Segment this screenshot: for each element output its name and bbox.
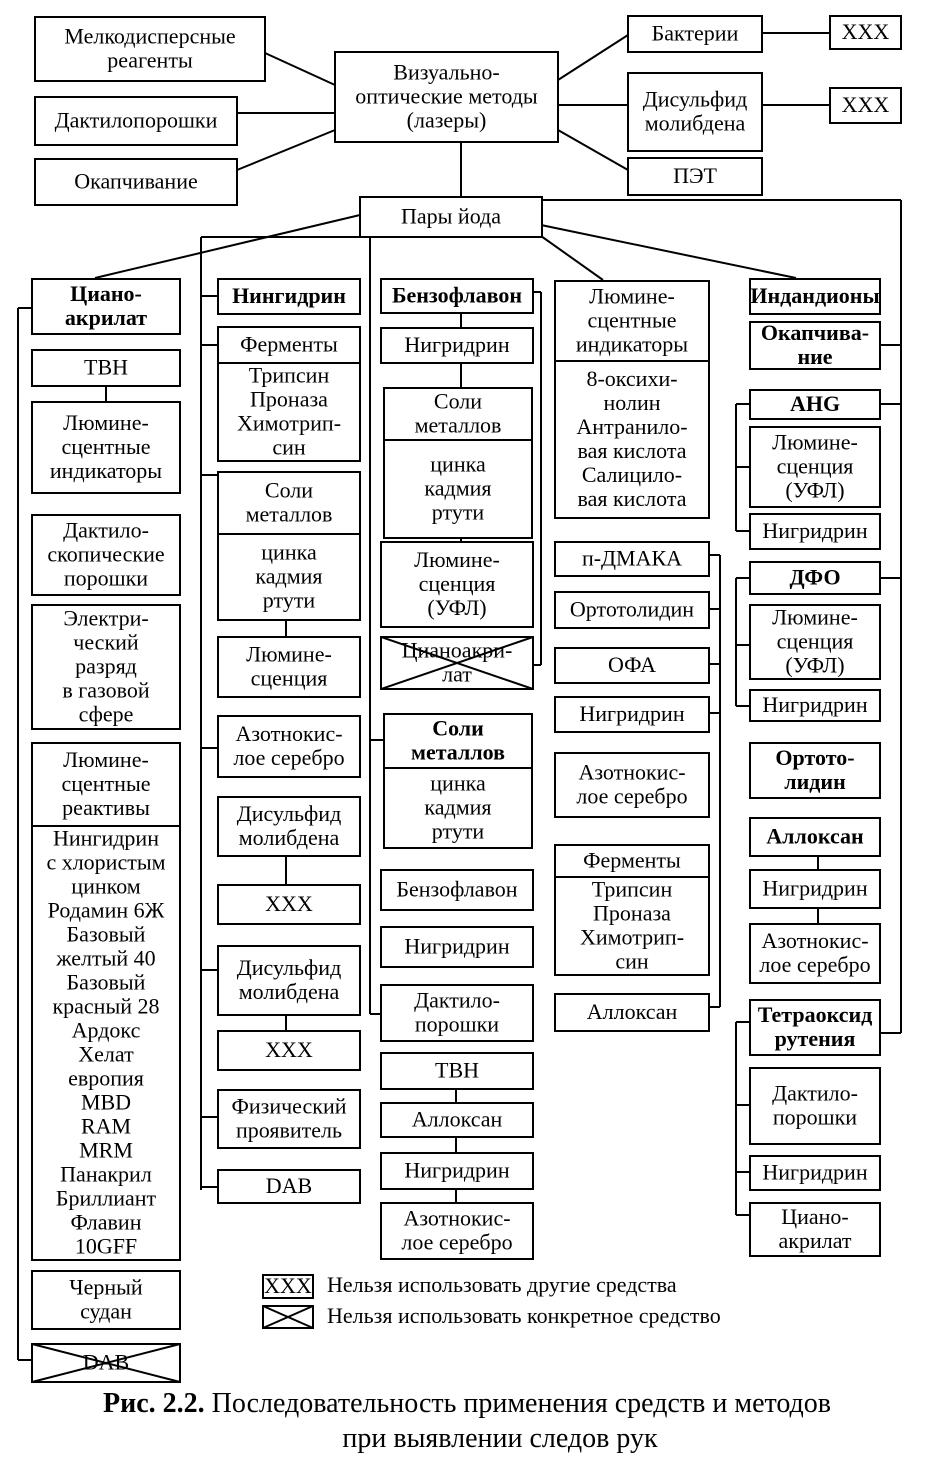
- col1-luminescent-reagents-box-item: 10GFF: [74, 1233, 138, 1259]
- col3-cyanoacrylate-crossed-box-label: Цианоакри-: [401, 637, 513, 663]
- col2-metal-salts-box-head: металлов: [245, 501, 333, 527]
- indandiones-head-box-label: Индандионы: [750, 283, 880, 309]
- iodine-vapor-box-label: Пары йода: [400, 203, 502, 229]
- col1-dactyloscopic-powders-box-label: Дактило-: [63, 517, 149, 543]
- col4-silver-nitrate-box: [555, 753, 709, 817]
- col4-pdmaka-box-label: п-ДМАКА: [581, 545, 683, 571]
- col4-luminescent-indicators-box-item: Салицило-: [581, 462, 683, 488]
- pet-box-label: ПЭТ: [673, 163, 717, 189]
- col2-silver-nitrate-box-label: лое серебро: [233, 745, 345, 771]
- col4-luminescent-indicators-box-head: Люмине-: [589, 283, 675, 309]
- xxx-box-2: [830, 88, 901, 123]
- col3-luminescence-uv-box-label: (УФЛ): [427, 595, 487, 621]
- col5-ruth-cyanoacrylate-box: [750, 1203, 880, 1256]
- xxx-box-1-label: ХХХ: [841, 19, 890, 45]
- legend-xxx-symbol: [263, 1273, 313, 1298]
- col2-luminescence-box-label: Люмине-: [246, 641, 332, 667]
- col4-luminescent-indicators-box: [555, 281, 709, 518]
- col4-orthotolidine-box-label: Ортотолидин: [569, 596, 695, 622]
- col5-ahg-nigridrin-box: [750, 514, 880, 549]
- col3-nigridrin-box-2-label: Нигридрин: [404, 933, 510, 959]
- cyanoacrylate-head-box: [32, 279, 180, 334]
- xxx-box-2-label: ХХХ: [841, 92, 890, 118]
- col4-luminescent-indicators-box-head: сцентные: [587, 307, 677, 333]
- col1-tvn-box-label: ТВН: [84, 354, 128, 380]
- col1-luminescent-reagents-box-head: Люмине-: [63, 747, 149, 773]
- connector-line: [558, 35, 628, 80]
- col3-metal-salts-box-2-item: цинка: [430, 770, 486, 796]
- col4-silver-nitrate-box-label: лое серебро: [576, 783, 688, 809]
- col3-silver-nitrate-box-label: лое серебро: [401, 1229, 513, 1255]
- col2-metal-salts-box: [218, 472, 360, 620]
- col4-luminescent-indicators-box-item: нолин: [603, 390, 661, 416]
- col3-nigridrin-box-3-label: Нигридрин: [404, 1157, 510, 1183]
- col5-ahg-luminescence-box-label: (УФЛ): [785, 477, 845, 503]
- col5-dfo-luminescence-box-label: сценция: [776, 628, 854, 654]
- col3-dactyl-powders-box-label: Дактило-: [414, 987, 500, 1013]
- col3-nigridrin-box-2: [381, 927, 533, 967]
- col2-enzymes-box-head: Ферменты: [240, 331, 338, 357]
- col3-cyanoacrylate-crossed-box-label: лат: [442, 661, 472, 687]
- col5-orthotolidine-box: [750, 743, 880, 798]
- figure-caption-line-1: [103, 1388, 831, 1419]
- col5-ahg-luminescence-box: [750, 427, 880, 507]
- col2-metal-salts-box-item: кадмия: [255, 563, 323, 589]
- col5-alloxan-box: [750, 818, 880, 856]
- col4-silver-nitrate-box-label: Азотнокис-: [578, 759, 686, 785]
- col2-dab-box-label: DAB: [265, 1173, 313, 1199]
- col5-ruthenium-tetroxide-box: [750, 1000, 880, 1055]
- dactyl-powders-box: [35, 97, 237, 145]
- col1-luminescent-reagents-box-item: красный 28: [52, 993, 160, 1019]
- col1-luminescent-reagents-box-item: Флавин: [70, 1209, 142, 1235]
- benzoflavone-head-box: [381, 279, 533, 313]
- fine-reagents-box: [35, 17, 265, 81]
- col2-metal-salts-box-item: цинка: [261, 539, 317, 565]
- col3-metal-salts-box-head: металлов: [414, 412, 502, 438]
- col3-benzoflavone-box: [381, 870, 533, 910]
- col1-tvn-box: [32, 350, 180, 386]
- figure-caption-title: Последовательность применения средств и методов: [211, 1388, 832, 1419]
- col4-enzymes-box-head: Ферменты: [583, 847, 681, 873]
- benzoflavone-head-box-label: Бензофлавон: [391, 282, 523, 308]
- col1-luminescent-reagents-box-item: европия: [68, 1065, 144, 1091]
- col2-enzymes-box-item: Проназа: [250, 386, 328, 412]
- molybdenum-disulfide-box: [628, 73, 762, 151]
- col2-xxx-box-1-label: ХХХ: [265, 891, 313, 917]
- col1-black-sudan-box-label: судан: [80, 1298, 132, 1324]
- col5-ahg-luminescence-box-label: сценция: [776, 453, 854, 479]
- col4-enzymes-box-item: син: [615, 948, 649, 974]
- bacteria-box: [628, 16, 762, 52]
- dactyl-powders-box-label: Дактилопорошки: [54, 107, 218, 133]
- col1-electric-discharge-box-label: в газовой: [62, 677, 150, 703]
- visual-optical-methods-box-label: оптические методы: [355, 83, 538, 109]
- col1-electric-discharge-box-label: ческий: [73, 629, 139, 655]
- branch-line: [95, 215, 360, 278]
- col3-metal-salts-box: [384, 388, 532, 538]
- iodine-vapor-box: [360, 197, 542, 237]
- col3-silver-nitrate-box: [381, 1203, 533, 1259]
- col5-dfo-nigridrin-box-label: Нигридрин: [762, 692, 868, 718]
- figure-caption-line-2: при выявлении следов рук: [342, 1423, 658, 1454]
- visual-optical-methods-box-label: (лазеры): [406, 107, 487, 133]
- col5-ruthenium-tetroxide-box-label: Тетраоксид: [757, 1002, 873, 1028]
- col1-electric-discharge-box-label: сфере: [78, 701, 134, 727]
- col2-physical-developer-box: [218, 1090, 360, 1148]
- branch-line: [541, 225, 796, 278]
- col3-metal-salts-box-2-item: кадмия: [424, 794, 492, 820]
- visual-optical-methods-box: [335, 52, 558, 142]
- col2-dab-box: [218, 1170, 360, 1203]
- col3-tvn-box: [381, 1053, 533, 1089]
- xxx-box-1: [830, 16, 901, 49]
- col5-orthotolidine-box-label: Ортото-: [775, 745, 855, 771]
- col5-ruth-dactyl-powders-box-label: Дактило-: [772, 1080, 858, 1106]
- col1-luminescent-reagents-box-item: Хелат: [78, 1041, 134, 1067]
- col4-pdmaka-box: [555, 542, 709, 576]
- col3-metal-salts-box-item: кадмия: [424, 475, 492, 501]
- col5-ahg-nigridrin-box-label: Нигридрин: [762, 518, 868, 544]
- molybdenum-disulfide-box-label: молибдена: [644, 110, 746, 136]
- col5-alloxan-silver-box-label: Азотнокис-: [761, 928, 869, 954]
- col2-molybdenum-box-1: [218, 797, 360, 856]
- col1-luminescent-reagents-box-item: желтый 40: [56, 945, 156, 971]
- col2-physical-developer-box-label: Физический: [231, 1093, 347, 1119]
- col3-metal-salts-box-item: цинка: [430, 451, 486, 477]
- col4-alloxan-box-label: Аллоксан: [586, 999, 678, 1025]
- col5-ahg-luminescence-box-label: Люмине-: [772, 429, 858, 455]
- col2-xxx-box-1: [218, 885, 360, 924]
- col2-xxx-box-2: [218, 1031, 360, 1070]
- connector-line: [558, 130, 628, 170]
- col3-nigridrin-box-1: [381, 328, 533, 363]
- col2-enzymes-box-item: Химотрип-: [236, 410, 342, 436]
- figure-caption-number: Рис. 2.2.: [103, 1388, 212, 1419]
- col4-enzymes-box-item: Проназа: [593, 900, 671, 926]
- col1-luminescent-reagents-box-item: Панакрил: [60, 1161, 152, 1187]
- col4-ofa-box-label: ОФА: [607, 652, 657, 678]
- col2-molybdenum-box-1-label: Дисульфид: [236, 801, 342, 827]
- col2-molybdenum-box-2-label: Дисульфид: [236, 955, 342, 981]
- fine-reagents-box-label: Мелкодисперсные: [64, 23, 236, 49]
- col1-luminescent-reagents-box-head: сцентные: [61, 771, 151, 797]
- indandiones-head-box: [750, 279, 880, 314]
- legend-xxx-symbol-label: ХХХ: [264, 1273, 312, 1299]
- visual-optical-methods-box-label: Визуально-: [393, 59, 500, 85]
- col5-alloxan-box-label: Аллоксан: [766, 823, 864, 849]
- col1-luminescent-reagents-box-item: с хлористым: [46, 849, 166, 875]
- col4-luminescent-indicators-box-item: вая кислота: [577, 438, 687, 464]
- legend-cross-text: Нельзя использовать конкретное средство: [327, 1303, 721, 1328]
- col2-metal-salts-box-item: ртути: [262, 587, 316, 613]
- col4-luminescent-indicators-box-item: 8-оксихи-: [586, 366, 678, 392]
- col1-luminescent-indicators-box-label: Люмине-: [63, 410, 149, 436]
- col3-dactyl-powders-box: [381, 985, 533, 1041]
- cyanoacrylate-head-box-label: акрилат: [64, 305, 148, 331]
- col5-smoking-box-label: ние: [797, 344, 833, 370]
- col1-black-sudan-box-label: Черный: [69, 1274, 143, 1300]
- col1-luminescent-indicators-box: [32, 402, 180, 493]
- connector-line: [265, 53, 335, 85]
- col3-benzoflavone-box-label: Бензофлавон: [396, 876, 518, 902]
- col5-alloxan-silver-box-label: лое серебро: [759, 952, 871, 978]
- col3-nigridrin-box-3: [381, 1153, 533, 1189]
- col3-luminescence-uv-box-label: сценция: [418, 571, 496, 597]
- col4-enzymes-box-item: Химотрип-: [579, 924, 685, 950]
- col3-metal-salts-box-head: Соли: [433, 388, 483, 414]
- col5-ruth-cyanoacrylate-box-label: Циано-: [781, 1204, 849, 1230]
- col4-luminescent-indicators-box-item: вая кислота: [577, 486, 687, 512]
- col5-alloxan-nigridrin-box-label: Нигридрин: [762, 875, 868, 901]
- col4-alloxan-box: [555, 994, 709, 1031]
- col3-dactyl-powders-box-label: порошки: [414, 1011, 500, 1037]
- col5-ruth-cyanoacrylate-box-label: акрилат: [778, 1228, 852, 1254]
- col4-nigridrin-box: [555, 697, 709, 732]
- col2-luminescence-box-label: сценция: [250, 665, 328, 691]
- col5-dfo-nigridrin-box: [750, 690, 880, 721]
- col1-luminescent-reagents-box-item: MBD: [80, 1089, 132, 1115]
- col1-luminescent-indicators-box-label: сцентные: [61, 434, 151, 460]
- col2-enzymes-box: [218, 327, 360, 461]
- col5-dfo-luminescence-box-label: (УФЛ): [785, 652, 845, 678]
- cyanoacrylate-head-box-label: Циано-: [70, 281, 142, 307]
- col3-luminescence-uv-box: [381, 542, 533, 627]
- col3-tvn-box-label: ТВН: [435, 1057, 479, 1083]
- connector-line: [237, 130, 335, 170]
- col2-luminescence-box: [218, 637, 360, 697]
- col1-luminescent-reagents-box-head: реактивы: [62, 795, 150, 821]
- col1-dab-box-label: DAB: [82, 1349, 130, 1375]
- col2-enzymes-box-item: Трипсин: [248, 362, 330, 388]
- col5-orthotolidine-box-label: лидин: [784, 769, 846, 795]
- col2-silver-nitrate-box-label: Азотнокис-: [235, 721, 343, 747]
- col1-luminescent-reagents-box-item: Базовый: [66, 921, 146, 947]
- col3-alloxan-box-label: Аллоксан: [411, 1106, 503, 1132]
- col3-metal-salts-box-2-head: металлов: [410, 739, 506, 765]
- col5-ahg-box-label: AHG: [789, 391, 841, 417]
- col3-metal-salts-box-item: ртути: [431, 499, 485, 525]
- col1-luminescent-reagents-box-item: Ардокс: [71, 1017, 141, 1043]
- col4-luminescent-indicators-box-item: Антранило-: [576, 414, 688, 440]
- col5-alloxan-silver-box: [750, 924, 880, 983]
- col3-luminescence-uv-box-label: Люмине-: [414, 547, 500, 573]
- col1-electric-discharge-box-label: Электри-: [63, 605, 149, 631]
- col5-dfo-luminescence-box-label: Люмине-: [772, 604, 858, 630]
- col5-dfo-luminescence-box: [750, 605, 880, 679]
- col1-electric-discharge-box-label: разряд: [75, 653, 137, 679]
- smoking-box-label: Окапчивание: [74, 168, 198, 194]
- col2-molybdenum-box-2-label: молибдена: [238, 979, 340, 1005]
- col1-luminescent-reagents-box-item: RAM: [80, 1113, 132, 1139]
- col2-molybdenum-box-2: [218, 946, 360, 1015]
- ninhydrin-head-box-label: Нингидрин: [232, 283, 346, 309]
- col3-silver-nitrate-box-label: Азотнокис-: [403, 1205, 511, 1231]
- fine-reagents-box-label: реагенты: [107, 47, 193, 73]
- col2-enzymes-box-item: син: [272, 434, 306, 460]
- col4-nigridrin-box-label: Нигридрин: [579, 701, 685, 727]
- col4-orthotolidine-box: [555, 592, 709, 628]
- col2-silver-nitrate-box: [218, 716, 360, 777]
- col1-luminescent-indicators-box-label: индикаторы: [49, 458, 163, 484]
- col3-alloxan-box: [381, 1103, 533, 1137]
- col1-electric-discharge-box: [32, 605, 180, 729]
- col4-ofa-box: [555, 648, 709, 683]
- col2-metal-salts-box-head: Соли: [264, 477, 314, 503]
- col5-dfo-box: [750, 562, 880, 594]
- col3-metal-salts-box-2-head: Соли: [432, 715, 484, 741]
- col2-physical-developer-box-label: проявитель: [235, 1117, 343, 1143]
- molybdenum-disulfide-box-label: Дисульфид: [642, 86, 748, 112]
- col1-luminescent-reagents-box-item: Нингидрин: [53, 825, 159, 851]
- col1-dactyloscopic-powders-box-label: скопические: [47, 541, 165, 567]
- col1-luminescent-reagents-box-item: Базовый: [66, 969, 146, 995]
- col1-luminescent-reagents-box-item: цинком: [71, 873, 141, 899]
- ninhydrin-head-box: [218, 279, 360, 314]
- branch-line: [541, 236, 603, 280]
- col5-ruth-dactyl-powders-box: [750, 1068, 880, 1144]
- col1-dactyloscopic-powders-box: [32, 515, 180, 595]
- col1-luminescent-reagents-box-item: Родамин 6Ж: [47, 897, 165, 923]
- col5-ruth-nigridrin-box: [750, 1156, 880, 1190]
- col3-nigridrin-box-1-label: Нигридрин: [404, 332, 510, 358]
- col1-luminescent-reagents-box-item: Бриллиант: [55, 1185, 157, 1211]
- col5-smoking-box-label: Окапчива-: [760, 320, 870, 346]
- col5-ruth-dactyl-powders-box-label: порошки: [772, 1104, 858, 1130]
- col5-ruthenium-tetroxide-box-label: рутения: [774, 1026, 856, 1052]
- col2-xxx-box-2-label: ХХХ: [265, 1037, 313, 1063]
- col1-luminescent-reagents-box-item: MRM: [79, 1137, 133, 1163]
- col3-metal-salts-box-2-item: ртути: [431, 818, 485, 844]
- col4-enzymes-box: [555, 845, 709, 975]
- col5-dfo-box-label: ДФО: [789, 564, 841, 590]
- col1-black-sudan-box: [32, 1271, 180, 1329]
- pet-box: [628, 158, 762, 195]
- col1-luminescent-reagents-box: [32, 743, 180, 1260]
- smoking-box: [35, 159, 237, 205]
- col2-molybdenum-box-1-label: молибдена: [238, 825, 340, 851]
- col5-alloxan-nigridrin-box: [750, 870, 880, 908]
- col4-luminescent-indicators-box-head: индикаторы: [575, 331, 689, 357]
- col3-metal-salts-box-2: [384, 714, 532, 848]
- col1-dactyloscopic-powders-box-label: порошки: [63, 565, 149, 591]
- bacteria-box-label: Бактерии: [651, 20, 739, 46]
- col5-ruth-nigridrin-box-label: Нигридрин: [762, 1159, 868, 1185]
- col5-smoking-box: [750, 320, 880, 369]
- col4-enzymes-box-item: Трипсин: [591, 876, 673, 902]
- legend-xxx-text: Нельзя использовать другие средства: [327, 1272, 677, 1297]
- col5-ahg-box: [750, 390, 880, 419]
